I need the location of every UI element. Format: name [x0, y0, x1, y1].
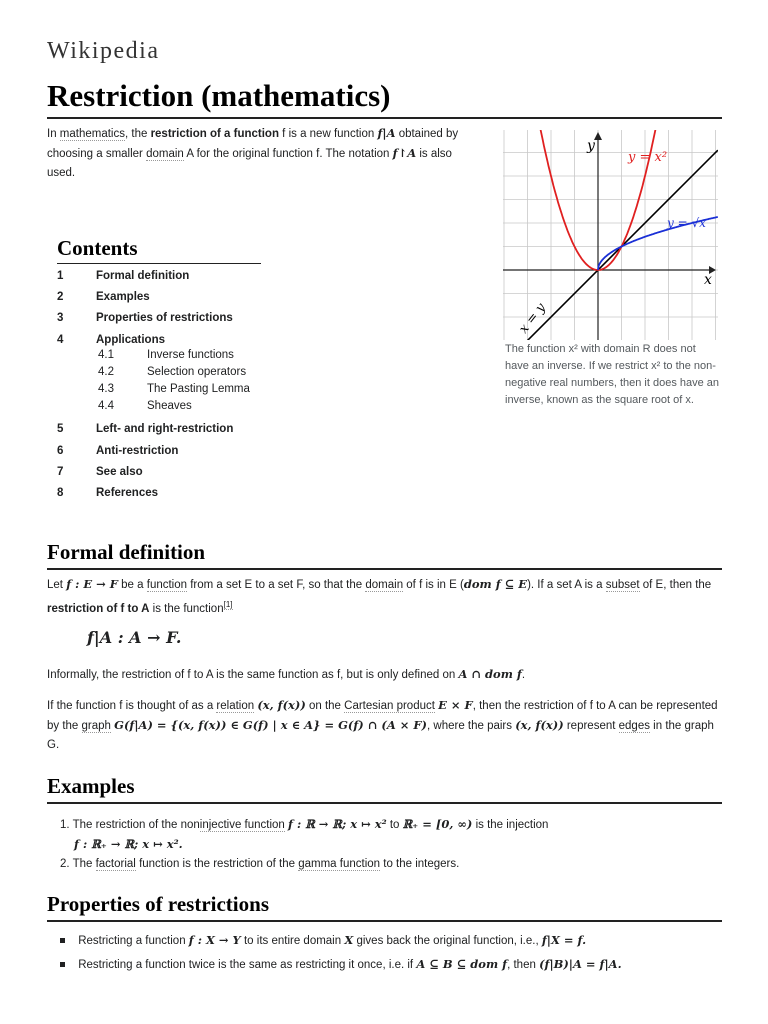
- intro-math: f|A: [377, 126, 396, 140]
- list-item: [60, 953, 720, 977]
- formal-text: from a set E to a set F, so that the: [187, 579, 366, 591]
- domain-link[interactable]: domain: [365, 579, 404, 591]
- toc-label: Inverse functions: [147, 349, 234, 361]
- section-heading-formal-definition: Formal definition: [47, 540, 206, 564]
- toc-number: 1: [57, 270, 64, 282]
- formal-text: be a: [117, 579, 147, 591]
- toc-label: Properties of restrictions: [96, 312, 233, 324]
- intro-text: obtained by choosing a smaller: [47, 128, 459, 160]
- formal-text: If the function f is thought of as a: [47, 700, 217, 712]
- toc-label: Applications: [96, 334, 166, 346]
- property-text: , then: [507, 959, 540, 971]
- function-graph-figure[interactable]: [503, 130, 718, 340]
- formal-paragraph-1: [47, 575, 722, 619]
- toc-number: 3: [57, 312, 64, 324]
- property-text: Restricting a function: [78, 935, 189, 947]
- example-text: to the integers.: [380, 858, 460, 870]
- formal-paragraph-3: [47, 696, 722, 755]
- sqrt-label: y = √x: [667, 216, 706, 230]
- formal-text: represent: [563, 720, 619, 732]
- intro-text: A for the original function f. The notation: [183, 148, 393, 160]
- formal-text: of E, then the: [639, 579, 712, 591]
- property-math: A ⊆ B ⊆ dom f: [416, 957, 508, 971]
- intro-text: is also used.: [47, 148, 452, 179]
- formal-text: ). If a set A is a: [527, 579, 606, 591]
- page-title: Restriction (mathematics): [47, 78, 391, 113]
- section-heading-properties: Properties of restrictions: [47, 892, 269, 916]
- reference-1-link[interactable]: [1]: [223, 600, 233, 609]
- wikipedia-wordmark[interactable]: Wikipedia: [47, 38, 160, 64]
- example-text: 1. The restriction of the non: [60, 819, 200, 831]
- example-text: is the injection: [472, 819, 549, 831]
- property-text: Restricting a function twice is the same as restricting it once, i.e. if: [78, 959, 417, 971]
- formal-text: , then the restriction of f to A can be represented by the: [47, 700, 718, 732]
- formal-text: Informally, the restriction of f to A is the same function as f, but is only defined on: [47, 669, 459, 681]
- factorial-link[interactable]: factorial: [95, 858, 136, 870]
- intro-bold: restriction of a function: [150, 128, 279, 140]
- toc-label: See also: [96, 466, 143, 478]
- formal-math: f : E → F: [66, 577, 118, 591]
- title-rule: [47, 117, 722, 119]
- formal-math: E × F: [438, 698, 473, 712]
- examples-list: [60, 815, 720, 874]
- formal-text: , where the pairs: [427, 720, 516, 732]
- formal-text: in the graph G.: [47, 720, 714, 751]
- example-math: ℝ₊ = [0, ∞): [402, 817, 473, 831]
- toc-number: 5: [57, 423, 64, 435]
- toc-number: 4: [57, 334, 64, 346]
- toc-number: 7: [57, 466, 64, 478]
- section-rule: [47, 920, 722, 922]
- toc-number: 4.3: [98, 383, 114, 395]
- formal-math: (x, f(x)): [257, 698, 306, 712]
- intro-paragraph: [47, 124, 479, 183]
- formal-paragraph-2: [47, 665, 722, 685]
- formal-math: G(f|A) = {(x, f(x)) ∈ G(f) | x ∈ A} = G(f) ∩ (A × F): [114, 718, 427, 732]
- property-math: X: [344, 933, 354, 947]
- toc-number: 8: [57, 487, 64, 499]
- toc-label: References: [96, 487, 159, 499]
- example-text: 2. The: [60, 858, 96, 870]
- toc-number: 4.1: [98, 349, 114, 361]
- restriction-display-formula: f|A : A → F.: [87, 628, 182, 647]
- identity-label: x = y: [516, 300, 549, 337]
- formal-text: of f is in E (: [403, 579, 464, 591]
- edges-link[interactable]: edges: [618, 720, 650, 732]
- property-text: to its entire domain: [240, 935, 345, 947]
- toc-number: 6: [57, 445, 64, 457]
- relation-link[interactable]: relation: [216, 700, 255, 712]
- y-axis-arrow: [594, 132, 602, 140]
- toc-label: Sheaves: [147, 400, 192, 412]
- toc-label: Anti-restriction: [96, 445, 179, 457]
- formal-math: A ∩ dom f: [458, 667, 522, 681]
- example-math: f : ℝ → ℝ; x ↦ x²: [288, 817, 387, 831]
- list-item: [60, 855, 720, 874]
- parabola-label: y = x²: [628, 150, 668, 165]
- section-rule: [47, 802, 722, 804]
- function-link[interactable]: function: [146, 579, 188, 591]
- gamma-function-link[interactable]: gamma function: [298, 858, 381, 870]
- mathematics-link[interactable]: mathematics: [59, 128, 125, 140]
- intro-math: f↾A: [392, 146, 417, 160]
- section-heading-examples: Examples: [47, 774, 135, 798]
- toc-title: Contents: [57, 236, 138, 260]
- formal-math: (x, f(x)): [515, 718, 564, 732]
- formal-bold: restriction of f to A: [47, 602, 150, 615]
- x-axis-label: x: [704, 272, 712, 288]
- property-math: f : X → Y: [188, 933, 241, 947]
- property-math: (f|B)|A = f|A.: [539, 957, 622, 971]
- formal-text: .: [521, 669, 526, 681]
- property-text: gives back the original function, i.e.,: [353, 935, 542, 947]
- toc-label: Formal definition: [96, 270, 190, 282]
- toc-number: 4.2: [98, 366, 114, 378]
- toc-label: The Pasting Lemma: [147, 383, 250, 395]
- property-math: f|X = f.: [541, 933, 587, 947]
- toc-number: 2: [57, 291, 64, 303]
- properties-list: [60, 929, 720, 977]
- injective-function-link[interactable]: injective function: [199, 819, 285, 831]
- toc-number: 4.4: [98, 400, 114, 412]
- figure-caption: The function x² with domain R does not have an inverse. If we restrict x² to the non-negative real numbers, then it does have an inverse, known as the square root of x.: [505, 343, 720, 406]
- example-text: to: [386, 819, 403, 831]
- intro-text: In: [47, 128, 60, 140]
- toc-rule: [57, 263, 261, 264]
- formal-text: on the: [305, 700, 345, 712]
- example-text: function is the restriction of the: [135, 858, 299, 870]
- list-item: [60, 929, 720, 953]
- toc-label: Examples: [96, 291, 150, 303]
- subset-link[interactable]: subset: [605, 579, 640, 591]
- list-item: [60, 815, 720, 855]
- formal-math: dom f ⊆ E: [463, 577, 528, 591]
- example-math: f : ℝ₊ → ℝ; x ↦ x².: [74, 837, 183, 851]
- y-axis-label: y: [587, 138, 595, 154]
- toc-label: Selection operators: [147, 366, 247, 378]
- section-rule: [47, 568, 722, 570]
- formal-text: is the function: [149, 602, 224, 615]
- toc-label: Left- and right-restriction: [96, 423, 234, 435]
- intro-text: , the: [124, 128, 151, 140]
- graph-link[interactable]: graph: [81, 720, 111, 732]
- formal-text: Let: [47, 579, 67, 591]
- cartesian-product-link[interactable]: Cartesian product: [344, 700, 435, 712]
- intro-text: f is a new function: [278, 128, 378, 140]
- domain-link[interactable]: domain: [146, 148, 184, 160]
